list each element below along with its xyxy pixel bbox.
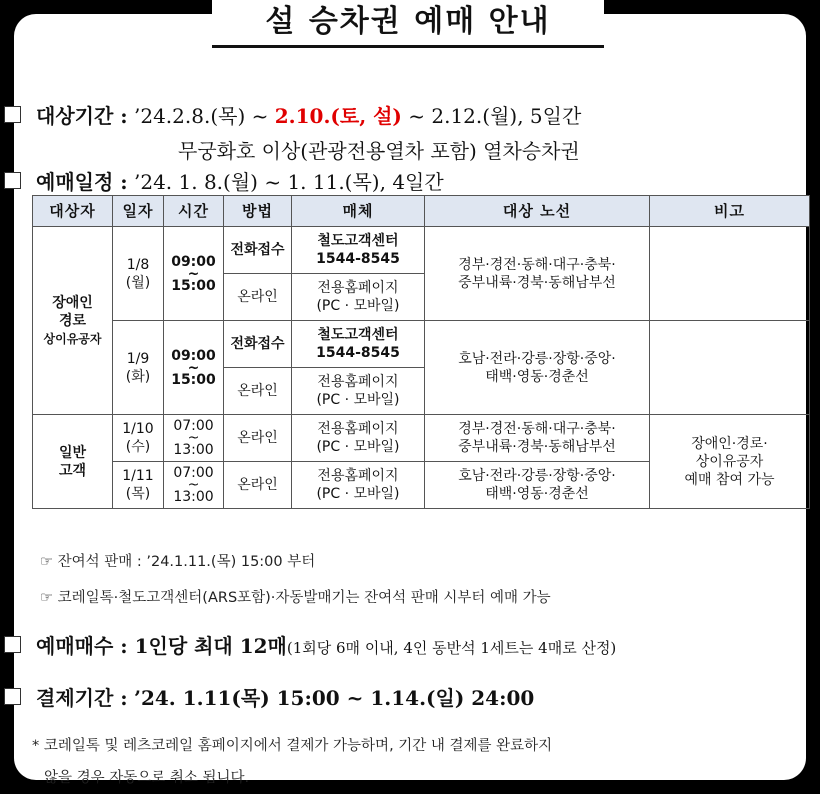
time-cell: 07:00 ~ 13:00	[164, 462, 224, 509]
period-end: ~ 2.12.(월), 5일간	[401, 104, 582, 128]
media-center: 철도고객센터 1544-8545	[292, 227, 425, 274]
payment-value: ’24. 1.11(목) 15:00 ~ 1.14.(일) 24:00	[134, 686, 535, 710]
header-method: 방법	[224, 196, 292, 227]
time-cell: 09:00 ~ 15:00	[164, 321, 224, 415]
table-row	[33, 415, 810, 462]
time-cell: 09:00 ~ 15:00	[164, 227, 224, 321]
schedule-value: ’24. 1. 8.(월) ~ 1. 11.(목), 4일간	[134, 170, 444, 194]
remark-cell: 장애인·경로· 상이유공자 예매 참여 가능	[650, 415, 810, 509]
route-cell: 호남·전라·강릉·장항·중앙· 태백·영동·경춘선	[425, 321, 650, 415]
target-group-disabled: 장애인 경로 상이유공자	[33, 227, 113, 415]
method-phone: 전화접수	[224, 321, 292, 368]
remark-cell	[650, 321, 810, 415]
footer-note-line1: * 코레일톡 및 레츠코레일 홈페이지에서 결제가 가능하며, 기간 내 결제를 완료하지	[32, 738, 553, 754]
method-online: 온라인	[224, 274, 292, 321]
title-area	[0, 0, 820, 60]
method-online: 온라인	[224, 368, 292, 415]
method-online: 온라인	[224, 462, 292, 509]
footer-note-line2: 않을 경우 자동으로 취소 됩니다.	[44, 770, 250, 786]
date-cell: 1/10 (수)	[113, 415, 164, 462]
schedule-label: 예매일정 :	[36, 170, 128, 194]
date-cell: 1/8 (월)	[113, 227, 164, 321]
payment-label: 결제기간 :	[36, 686, 128, 710]
header-target: 대상자	[33, 196, 113, 227]
checkbox-icon-limit	[4, 636, 21, 653]
media-web: 전용홈페이지 (PC · 모바일)	[292, 415, 425, 462]
route-cell: 경부·경전·동해·대구·충북· 중부내륙·경북·동해남부선	[425, 227, 650, 321]
page-title: 설 승차권 예매 안내	[212, 0, 604, 46]
note-channels: ☞ 코레일톡·철도고객센터(ARS포함)·자동발매기는 잔여석 판매 시부터 예매 가능	[40, 590, 551, 606]
note-remaining-seats: ☞ 잔여석 판매 : ’24.1.11.(목) 15:00 부터	[40, 554, 316, 570]
media-web: 전용홈페이지 (PC · 모바일)	[292, 368, 425, 415]
schedule-line	[36, 166, 444, 195]
route-cell: 호남·전라·강릉·장항·중앙· 태백·영동·경춘선	[425, 462, 650, 509]
limit-detail: (1회당 6매 이내, 4인 동반석 1세트는 4매로 산정)	[286, 639, 617, 657]
table-row	[33, 227, 810, 274]
header-route: 대상 노선	[425, 196, 650, 227]
period-target: 무궁화호 이상(관광전용열차 포함) 열차승차권	[178, 139, 580, 163]
target-group-general: 일반 고객	[33, 415, 113, 509]
header-remark: 비고	[650, 196, 810, 227]
checkbox-icon-payment	[4, 688, 21, 705]
table-header-row	[33, 196, 810, 227]
header-time: 시간	[164, 196, 224, 227]
media-web: 전용홈페이지 (PC · 모바일)	[292, 274, 425, 321]
media-center: 철도고객센터 1544-8545	[292, 321, 425, 368]
schedule-table	[32, 195, 810, 509]
method-phone: 전화접수	[224, 227, 292, 274]
limit-label: 예매매수 : 1인당 최대 12매	[36, 634, 287, 658]
header-date: 일자	[113, 196, 164, 227]
media-web: 전용홈페이지 (PC · 모바일)	[292, 462, 425, 509]
remark-cell	[650, 227, 810, 321]
method-online: 온라인	[224, 415, 292, 462]
checkbox-icon-schedule	[4, 172, 21, 189]
title-underline	[212, 45, 604, 48]
route-cell: 경부·경전·동해·대구·충북· 중부내륙·경북·동해남부선	[425, 415, 650, 462]
period-start: ’24.2.8.(목) ~	[134, 104, 275, 128]
period-label: 대상기간 :	[36, 104, 128, 128]
table-row	[33, 321, 810, 368]
checkbox-icon-period	[4, 106, 21, 123]
time-cell: 07:00 ~ 13:00	[164, 415, 224, 462]
date-cell: 1/9 (화)	[113, 321, 164, 415]
period-line	[36, 100, 581, 129]
limit-line	[36, 630, 616, 659]
period-holiday: 2.10.(토, 설)	[274, 104, 402, 128]
header-media: 매체	[292, 196, 425, 227]
date-cell: 1/11 (목)	[113, 462, 164, 509]
payment-line	[36, 682, 534, 711]
